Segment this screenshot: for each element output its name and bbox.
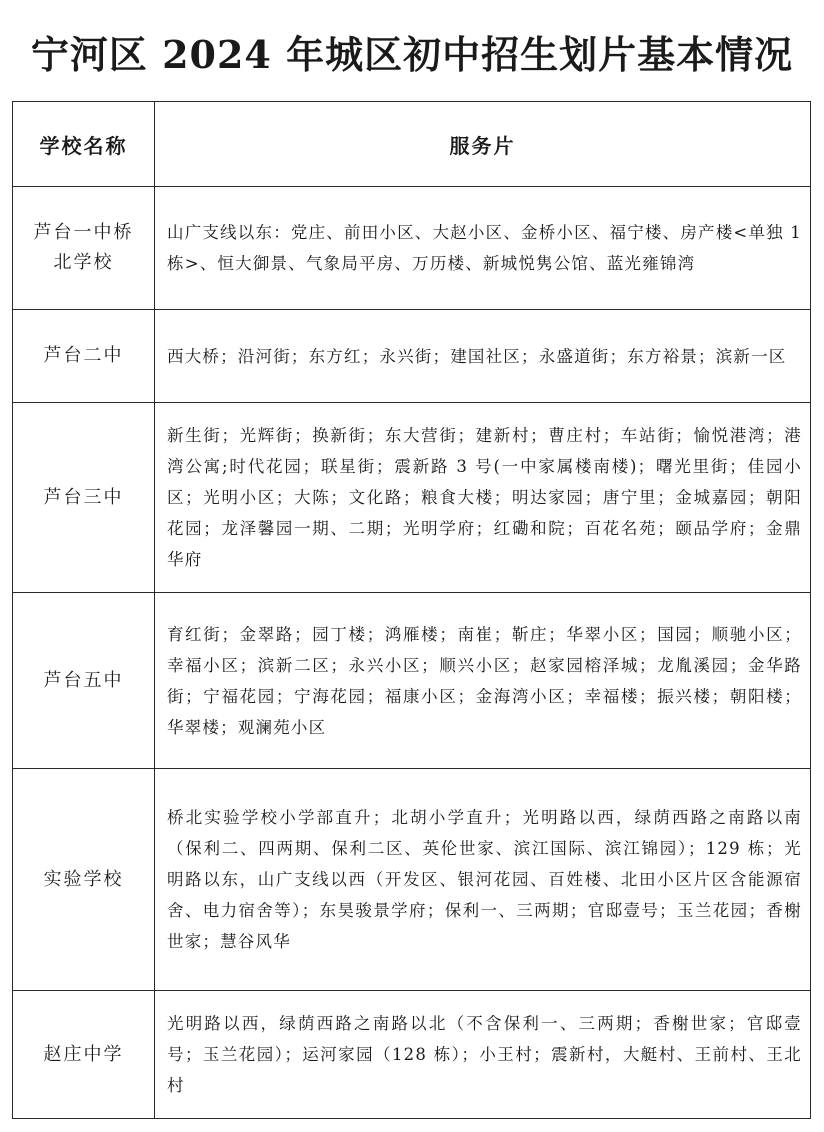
service-area-cell: 山广支线以东：党庄、前田小区、大赵小区、金桥小区、福宁楼、房产楼<单独 1 栋>、恒大御景、气象局平房、万历楼、新城悦隽公馆、蓝光雍锦湾: [155, 187, 811, 310]
school-name: 赵庄中学: [43, 1043, 124, 1065]
school-name-cell: [13, 769, 155, 991]
service-area-cell: 新生街；光辉街；换新街；东大营街；建新村；曹庄村；车站街；愉悦港湾；港湾公寓;时代花园；联星街；震新路 3 号(一中家属楼南楼)；曙光里街；佳园小区；光明小区；大陈；文化路；粮食大楼；明达家园；唐宁里；金城嘉园；朝阳花园；龙泽馨园一期、二期；光明学府；红磡和院；百花名苑；颐品学府；金鼎华府: [155, 403, 811, 593]
table-row: [13, 403, 811, 593]
header-service-area: 服务片: [155, 102, 811, 187]
school-name: 芦台二中: [43, 345, 124, 366]
table-row: [13, 187, 811, 310]
school-name: 芦台三中: [43, 486, 124, 508]
school-name-cell: [13, 310, 155, 403]
table-row: [13, 593, 811, 769]
service-area-cell: 桥北实验学校小学部直升；北胡小学直升；光明路以西，绿荫西路之南路以南（保利二、四两期、保利二区、英伦世家、滨江国际、滨江锦园）；129 栋；光明路以东，山广支线以西（开发区、银河花园、百姓楼、北田小区片区含能源宿舍、电力宿舍等）；东昊骏景学府；保利一、三两期；官邸壹号；玉兰花园；香榭世家；慧谷风华: [155, 769, 811, 991]
school-name-cell: [13, 991, 155, 1119]
table-header-row: [13, 102, 811, 187]
header-school-name: 学校名称: [13, 102, 155, 187]
table-row: [13, 769, 811, 991]
table-row: [13, 310, 811, 403]
service-area-cell: 光明路以西，绿荫西路之南路以北（不含保利一、三两期；香榭世家；官邸壹号；玉兰花园）；运河家园（128 栋）；小王村；震新村，大艇村、王前村、王北村: [155, 991, 811, 1119]
school-name: 芦台一中桥北学校: [33, 222, 134, 273]
school-name-cell: [13, 187, 155, 310]
table-row: [13, 991, 811, 1119]
school-name: 实验学校: [43, 868, 124, 890]
document-title: 宁河区 2024 年城区初中招生划片基本情况: [30, 32, 794, 77]
service-area-cell: 西大桥；沿河街；东方红；永兴街；建国社区；永盛道街；东方裕景；滨新一区: [155, 310, 811, 403]
school-name-cell: [13, 593, 155, 769]
zoning-table: [12, 101, 811, 1119]
school-name-cell: [13, 403, 155, 593]
school-name: 芦台五中: [43, 669, 124, 691]
service-area-cell: 育红街；金翠路；园丁楼；鸿雁楼；南崔；靳庄；华翠小区；国园；顺驰小区；幸福小区；滨新二区；永兴小区；顺兴小区；赵家园榕泽城；龙胤溪园；金华路街；宁福花园；宁海花园；福康小区；金海湾小区；幸福楼；振兴楼；朝阳楼；华翠楼；观澜苑小区: [155, 593, 811, 769]
